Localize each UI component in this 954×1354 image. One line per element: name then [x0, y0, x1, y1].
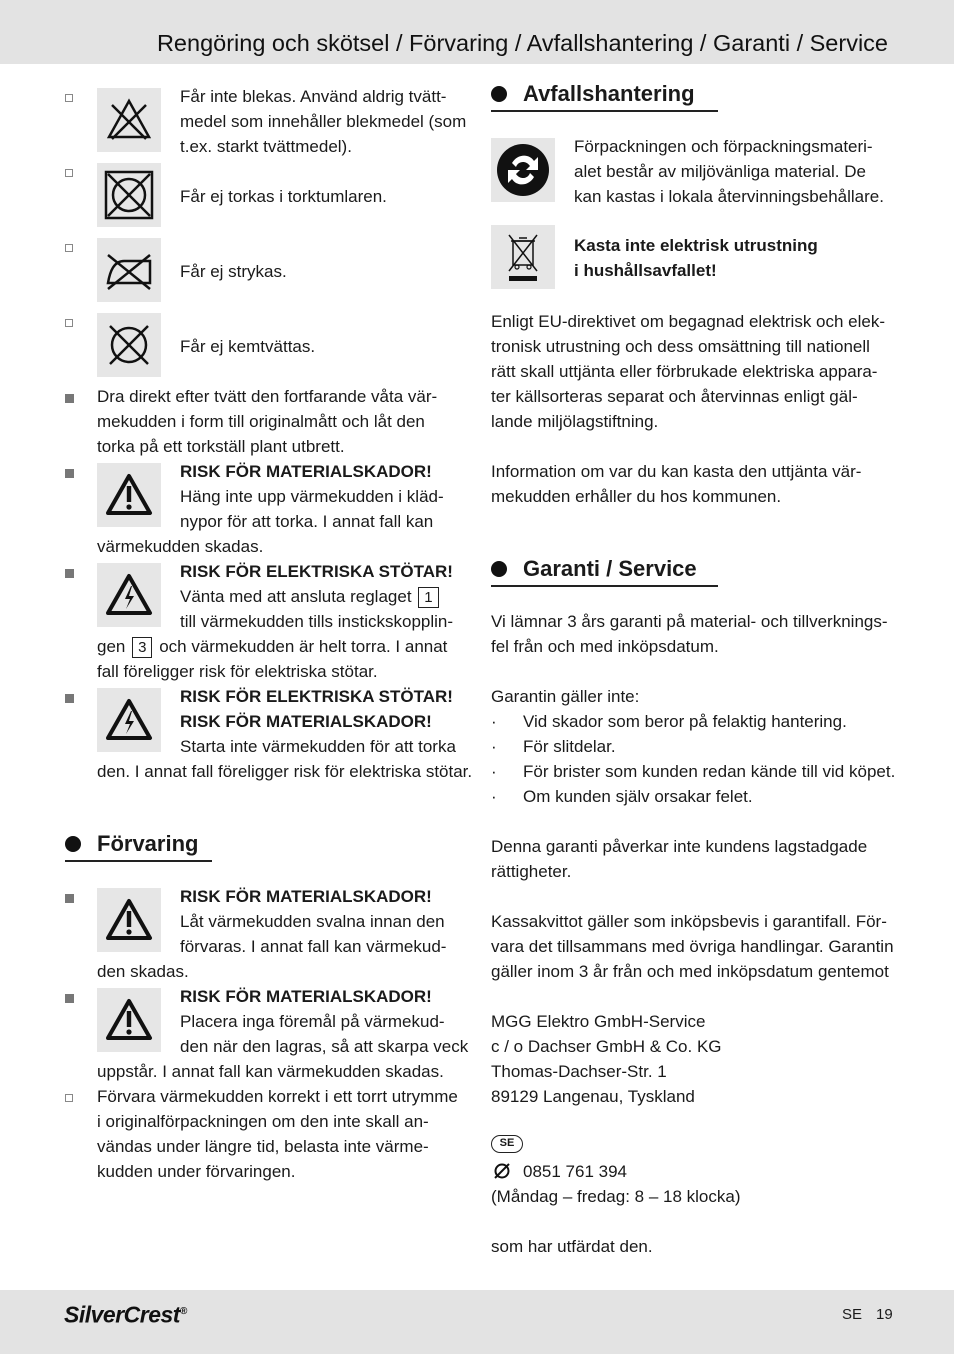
eu-text-3: rätt skall uttjänta eller förbrukade elektriska appara-	[491, 362, 878, 381]
exclusion-item: Om kunden själv orsakar felet.	[523, 787, 753, 806]
receipt-text-1: Kassakvittot gäller som inköpsbevis i garantifall. För-	[491, 912, 887, 931]
warning-icon	[97, 888, 161, 952]
bullet-open	[65, 244, 73, 252]
eu-text-2: tronisk utrustning och dess omsättning till nationell	[491, 337, 870, 356]
warning-icon	[97, 463, 161, 527]
care-warning-2-line-2: till värmekudden tills instickskopplin-	[180, 612, 454, 631]
exclusions-title: Garantin gäller inte:	[491, 687, 640, 706]
storage-warning-1-line-1: Låt värmekudden svalna innan den	[180, 912, 445, 931]
bullet-filled	[65, 394, 74, 403]
bullet-filled	[65, 694, 74, 703]
care-warning-1-line-2: nypor för att torka. I annat fall kan	[180, 512, 434, 531]
heading-bullet	[65, 836, 81, 852]
bullet-open	[65, 94, 73, 102]
heading-underline	[491, 110, 718, 112]
exclusion-item: För slitdelar.	[523, 737, 616, 756]
care-text-bleach-3: t.ex. starkt tvättmedel).	[180, 137, 352, 156]
exclusion-item: Vid skador som beror på felaktig hantering.	[523, 712, 847, 731]
crossed-out-bin-icon	[491, 225, 555, 289]
footer-language: SE	[842, 1306, 863, 1323]
page-footer	[0, 1290, 954, 1354]
no-dry-clean-icon	[97, 313, 161, 377]
rights-text-1: Denna garanti påverkar inte kundens lagstadgade	[491, 837, 868, 856]
bullet-open	[65, 1094, 73, 1102]
storage-note-1: Förvara värmekudden korrekt i ett torrt utrymme	[97, 1087, 458, 1106]
no-iron-icon	[97, 238, 161, 302]
storage-note-4: kudden under förvaringen.	[97, 1162, 296, 1181]
storage-warning-1-title: RISK FÖR MATERIALSKADOR!	[180, 887, 432, 906]
storage-note-2: i originalförpackningen om den inte skall an-	[97, 1112, 429, 1131]
storage-note-3: vändas under längre tid, belasta inte värme-	[97, 1137, 429, 1156]
eu-text-4: ter källsorteras separat och återvinnas enligt gäl-	[491, 387, 858, 406]
address-line-3: Thomas-Dachser-Str. 1	[491, 1062, 667, 1081]
heading-underline	[491, 585, 718, 587]
ref-box-3: 3	[132, 637, 152, 658]
care-warning-2-title: RISK FÖR ELEKTRISKA STÖTAR!	[180, 562, 453, 581]
bullet-filled	[65, 569, 74, 578]
storage-heading: Förvaring	[97, 831, 199, 856]
storage-warning-2-line-1: Placera inga föremål på värmekud-	[180, 1012, 445, 1031]
heading-bullet	[491, 561, 507, 577]
dry-text-1: Dra direkt efter tvätt den fortfarande våta vär-	[97, 387, 438, 406]
care-warning-1-title: RISK FÖR MATERIALSKADOR!	[180, 462, 432, 481]
electric-shock-warning-icon	[97, 688, 161, 752]
brand-logo: SilverCrest®	[64, 1301, 187, 1328]
weee-text-1: Kasta inte elektrisk utrustning	[574, 236, 818, 255]
info-text-1: Information om var du kan kasta den uttjänta vär-	[491, 462, 862, 481]
heading-bullet	[491, 86, 507, 102]
rights-text-2: rättigheter.	[491, 862, 572, 881]
receipt-text-2: vara det tillsammans med övriga handlingar. Garantin	[491, 937, 894, 956]
care-warning-3-line-1: Starta inte värmekudden för att torka	[180, 737, 456, 756]
warranty-heading: Garanti / Service	[523, 556, 697, 581]
care-warning-3-line-2: den. I annat fall föreligger risk för elektriska stötar.	[97, 762, 473, 781]
storage-warning-2-line-3: uppstår. I annat fall kan värmekudden skadas.	[97, 1062, 444, 1081]
country-badge: SE	[491, 1135, 523, 1153]
page-number: 19	[876, 1306, 893, 1323]
bullet-filled	[65, 469, 74, 478]
bullet-filled	[65, 894, 74, 903]
dry-text-2: mekudden i form till originalmått och låt den	[97, 412, 425, 431]
service-hours: (Måndag – fredag: 8 – 18 klocka)	[491, 1187, 741, 1206]
address-line-2: c / o Dachser GmbH & Co. KG	[491, 1037, 722, 1056]
care-warning-3-title-1: RISK FÖR ELEKTRISKA STÖTAR!	[180, 687, 453, 706]
care-text-iron: Får ej strykas.	[180, 262, 287, 281]
storage-warning-1-line-3: den skadas.	[97, 962, 189, 981]
disposal-heading: Avfallshantering	[523, 81, 695, 106]
address-line-4: 89129 Langenau, Tyskland	[491, 1087, 695, 1106]
page-title: Rengöring och skötsel / Förvaring / Avfallshantering / Garanti / Service	[156, 30, 888, 56]
storage-warning-1-line-2: förvaras. I annat fall kan värmekud-	[180, 937, 447, 956]
closing-text: som har utfärdat den.	[491, 1237, 653, 1256]
no-bleach-icon	[97, 88, 161, 152]
packaging-text-2: alet består av miljövänliga material. De	[574, 162, 866, 181]
recycling-icon	[491, 138, 555, 202]
receipt-text-3: gäller inom 3 år från och med inköpsdatum gentemot	[491, 962, 889, 981]
weee-text-2: i hushållsavfallet!	[574, 261, 717, 280]
warranty-intro-1: Vi lämnar 3 års garanti på material- och tillverknings-	[491, 612, 888, 631]
heading-underline	[65, 860, 212, 862]
electric-shock-warning-icon	[97, 563, 161, 627]
care-warning-3-title-2: RISK FÖR MATERIALSKADOR!	[180, 712, 432, 731]
care-warning-2-line-3: gen 3 och värmekudden är helt torra. I annat	[97, 637, 448, 656]
care-text-bleach-1: Får inte blekas. Använd aldrig tvätt-	[180, 87, 447, 106]
bullet-open	[65, 169, 73, 177]
list-bullet: ·	[491, 787, 497, 806]
warning-icon	[97, 988, 161, 1052]
packaging-text-3: kan kastas i lokala återvinningsbehållare.	[574, 187, 884, 206]
care-warning-2-line-4: fall föreligger risk för elektriska stötar.	[97, 662, 378, 681]
care-warning-1-line-1: Häng inte upp värmekudden i kläd-	[180, 487, 444, 506]
address-line-1: MGG Elektro GmbH-Service	[491, 1012, 706, 1031]
eu-text-5: lande miljölagstiftning.	[491, 412, 659, 431]
list-bullet: ·	[491, 737, 497, 756]
bullet-filled	[65, 994, 74, 1003]
exclusion-item: För brister som kunden redan kände till vid köpet.	[523, 762, 896, 781]
warranty-intro-2: fel från och med inköpsdatum.	[491, 637, 719, 656]
no-tumble-dry-icon	[97, 163, 161, 227]
list-bullet: ·	[491, 762, 497, 781]
packaging-text-1: Förpackningen och förpackningsmateri-	[574, 137, 873, 156]
page-header	[0, 0, 954, 64]
phone-number: 0851 761 394	[523, 1162, 627, 1181]
eu-text-1: Enligt EU-direktivet om begagnad elektrisk och elek-	[491, 312, 886, 331]
care-text-tumble: Får ej torkas i torktumlaren.	[180, 187, 387, 206]
care-warning-1-line-3: värmekudden skadas.	[97, 537, 264, 556]
dry-text-3: torka på ett torkställ plant utbrett.	[97, 437, 345, 456]
list-bullet: ·	[491, 712, 497, 731]
ref-box-1: 1	[418, 587, 438, 608]
care-warning-2-line-1: Vänta med att ansluta reglaget 1	[180, 584, 441, 609]
storage-warning-2-title: RISK FÖR MATERIALSKADOR!	[180, 987, 432, 1006]
care-text-bleach-2: medel som innehåller blekmedel (som	[180, 112, 467, 131]
storage-warning-2-line-2: den när den lagras, så att skarpa veck	[180, 1037, 469, 1056]
bullet-open	[65, 319, 73, 327]
phone-icon	[491, 1159, 513, 1181]
care-text-dryclean: Får ej kemtvättas.	[180, 337, 316, 356]
info-text-2: mekudden erhåller du hos kommunen.	[491, 487, 782, 506]
